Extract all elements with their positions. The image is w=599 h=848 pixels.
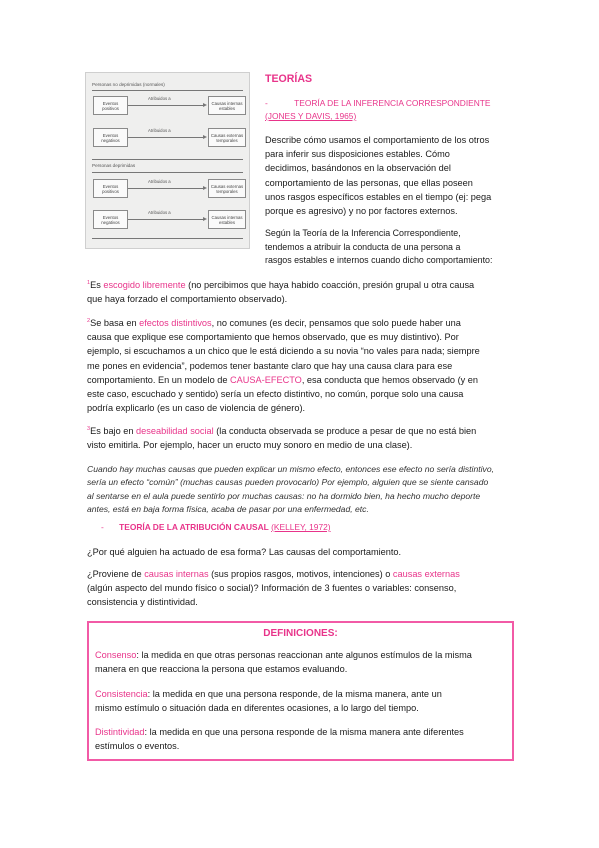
text-line: decidimos, basándonos en la observación del	[265, 163, 451, 174]
figure-separator	[92, 159, 243, 160]
highlight-term: escogido libremente	[103, 280, 186, 290]
section1-reference: (JONES Y DAVIS, 1965)	[265, 111, 357, 121]
figure-arrow	[128, 219, 204, 220]
text-line: consistencia y distintividad.	[87, 597, 198, 608]
section2-paragraph	[87, 567, 460, 610]
text-span: : la medida en que una persona responde, de la misma manera, ante un	[147, 689, 442, 699]
figure-separator	[92, 172, 243, 173]
figure-box: Eventos positivos	[93, 179, 128, 198]
text-line: causa que explique ese comportamiento que hemos observado, que es muy distintivo). Por	[87, 332, 459, 343]
text-line: Cuando hay muchas causas que pueden explicar un mismo efecto, entonces ese efecto no sería distintivo,	[87, 464, 495, 474]
highlight-term: causas internas	[144, 569, 209, 579]
figure-arrowhead	[203, 103, 207, 107]
highlight-term: CAUSA-EFECTO	[230, 374, 302, 385]
figure-arrow	[128, 105, 204, 106]
text-line: comportamiento de las personas, que ellas poseen	[265, 177, 473, 188]
figure-arrow	[128, 137, 204, 138]
figure-arrow-label: Atribuidos a	[148, 96, 171, 101]
text-line: para inferir sus disposiciones estables. Cómo	[265, 149, 450, 160]
figure-arrow-label: Atribuidos a	[148, 179, 171, 184]
highlight-term: causas externas	[392, 569, 460, 579]
text-line: que haya forzado el comportamiento observado).	[87, 294, 288, 305]
definition-consistencia	[95, 687, 442, 715]
definition-consenso	[95, 648, 472, 676]
attribution-figure	[85, 72, 250, 249]
section2-question: ¿Por qué alguien ha actuado de esa forma? Las causas del comportamiento.	[87, 547, 402, 557]
figure-box: Causas externas temporales	[208, 128, 246, 147]
section1-paragraph2	[265, 227, 492, 268]
text-line: visto emitirla. Por ejemplo, hacer un eructo muy sonoro en medio de una clase).	[87, 440, 413, 451]
figure-separator	[92, 238, 243, 239]
footnote-number: 1	[87, 279, 91, 286]
footnote-number: 2	[87, 317, 91, 324]
figure-box: Eventos negativos	[93, 128, 128, 147]
text-line: porque es agresivo) y no por factores externos.	[265, 206, 458, 217]
text-span: (sus propios rasgos, motivos, intenciones) o	[208, 569, 393, 579]
definition-term: Consenso	[95, 650, 137, 660]
section1-heading	[265, 97, 491, 123]
definition-term: Distintividad	[95, 727, 145, 737]
definition-distintividad	[95, 725, 464, 753]
text-line: este caso, escuchado y sentido) sería un efecto distintivo, no común, porque solo una causa	[87, 389, 464, 400]
section1-title: TEORÍA DE LA INFERENCIA CORRESPONDIENTE	[294, 98, 491, 108]
condition-3	[87, 424, 476, 452]
section2-title: TEORÍA DE LA ATRIBUCIÓN CAUSAL	[119, 522, 269, 532]
section2-heading	[101, 520, 331, 534]
figure-box: Eventos positivos	[93, 96, 128, 115]
text-line: Según la Teoría de la Inferencia Correspondiente,	[265, 228, 461, 238]
section2-dash: -	[101, 522, 104, 532]
page-title: TEORÍAS	[265, 73, 313, 85]
condition-1	[87, 278, 474, 306]
text-span: : la medida en que una persona responde de la misma manera ante diferentes	[144, 727, 464, 737]
text-line: estímulos o eventos.	[95, 741, 180, 752]
text-line: al sentarse en el aula puede sentirlo por muchas causas: no ha dormido bien, ha hecho mucho deporte	[87, 490, 481, 501]
text-span: (no percibimos que haya habido coacción, presión grupal u otra causa	[185, 280, 475, 290]
definitions-box	[87, 621, 514, 761]
text-line: me pones en evidencia”, podemos tener bastante claro que hay una causa clara para ese	[87, 360, 453, 371]
section1-paragraph1	[265, 133, 491, 218]
section1-dash: -	[265, 98, 268, 108]
text-line: Describe cómo usamos el comportamiento de los otros	[265, 135, 490, 145]
figure-box: Causas internas estables	[208, 96, 246, 115]
figure-box: Causas internas estables	[208, 210, 246, 229]
text-span: Es	[90, 280, 104, 290]
text-span: Es bajo en	[90, 426, 137, 436]
figure-arrow-label: Atribuidos a	[148, 210, 171, 215]
text-line: sería un efecto “común” (muchas causas pueden provocarlo) Por ejemplo, alguien que se siente cansado	[87, 477, 489, 488]
figure-arrowhead	[203, 217, 207, 221]
figure-group2-caption: Personas deprimidas	[92, 163, 136, 168]
text-span: ¿Proviene de	[87, 569, 145, 579]
text-span: Se basa en	[90, 318, 140, 328]
text-line: manera en que reacciona la persona que estamos evaluando.	[95, 664, 348, 675]
text-span: comportamiento. En un modelo de	[87, 374, 230, 385]
text-span: , esa conducta que hemos observado (y en	[301, 374, 479, 385]
figure-separator	[92, 90, 243, 91]
highlight-term: efectos distintivos	[139, 318, 212, 328]
italic-note	[87, 463, 494, 516]
definition-term: Consistencia	[95, 689, 148, 699]
section2-reference: (KELLEY, 1972)	[271, 522, 331, 532]
highlight-term: deseabilidad social	[136, 426, 214, 436]
figure-arrow	[128, 188, 204, 189]
figure-arrow-label: Atribuidos a	[148, 128, 171, 133]
text-line: mismo estímulo o situación dada en diferentes ocasiones, a lo largo del tiempo.	[95, 703, 419, 714]
figure-arrowhead	[203, 135, 207, 139]
condition-2	[87, 316, 480, 415]
figure-box: Causas externas temporales	[208, 179, 246, 198]
figure-arrowhead	[203, 186, 207, 190]
figure-box: Eventos negativos	[93, 210, 128, 229]
text-line: rasgos estables e internos cuando dicho comportamiento:	[265, 255, 493, 265]
definitions-title: DEFINICIONES:	[263, 628, 338, 639]
text-line: podría explicarlo (es un caso de violencia de género).	[87, 403, 306, 414]
text-line: antes, está en baja forma física, acaba de pasar por una enfermedad, etc.	[87, 503, 369, 514]
text-line: tendemos a atribuir la conducta de una persona a	[265, 241, 461, 252]
text-span: , no comunes (es decir, pensamos que solo puede haber una	[211, 318, 461, 328]
text-line: unos rasgos específicos estables en el tiempo (ej: pega	[265, 191, 492, 202]
text-span: (la conducta observada se produce a pesar de que no está bien	[213, 426, 477, 436]
text-line: ejemplo, si escuchamos a un chico que le está diciendo a su novia “no vales para nada; siempre	[87, 346, 480, 357]
text-span: : la medida en que otras personas reaccionan ante algunos estímulos de la misma	[136, 650, 472, 660]
text-line: (algún aspecto del mundo físico o social)? Información de 3 fuentes o variables: consenso,	[87, 583, 457, 594]
footnote-number: 3	[87, 425, 91, 432]
figure-group1-caption: Personas no deprimidas (normales)	[92, 82, 165, 87]
